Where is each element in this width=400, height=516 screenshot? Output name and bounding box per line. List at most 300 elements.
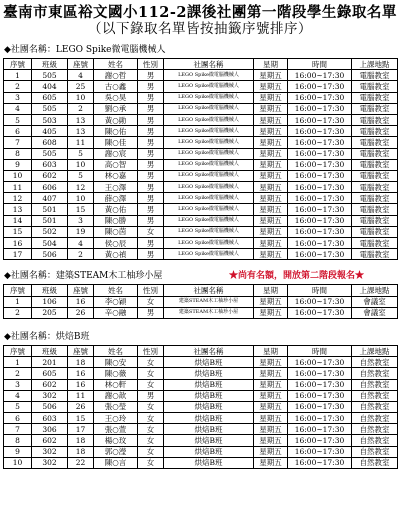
table-cell: 10	[68, 193, 94, 204]
table-cell: 11	[68, 137, 94, 148]
column-header: 社團名稱	[164, 59, 254, 70]
section-gap	[0, 319, 400, 329]
table-cell: 16:00~17:30	[288, 137, 352, 148]
table-cell: 星期五	[254, 103, 288, 114]
column-header: 上課地點	[352, 59, 398, 70]
table-cell: 306	[32, 424, 68, 435]
table-cell: 電腦教室	[352, 204, 398, 215]
table-cell: 16	[4, 238, 32, 249]
table-cell: 自然教室	[352, 413, 398, 424]
table-cell: 26	[68, 401, 94, 412]
table-cell: 星期五	[254, 401, 288, 412]
table-cell: 黃○禎	[94, 249, 138, 260]
table-cell: 星期五	[254, 215, 288, 226]
table-cell: 501	[32, 204, 68, 215]
table-cell: 星期五	[254, 114, 288, 125]
club-section-heading	[0, 42, 400, 58]
table-cell: 15	[68, 204, 94, 215]
table-cell: 自然教室	[352, 435, 398, 446]
table-cell: 星期五	[254, 159, 288, 170]
table-cell: LEGO Spike微電腦機械人	[164, 182, 254, 193]
table-cell: 男	[138, 81, 164, 92]
table-cell: 電腦教室	[352, 170, 398, 181]
table-cell: LEGO Spike微電腦機械人	[164, 92, 254, 103]
table-cell: 9	[4, 446, 32, 457]
table-cell: 男	[138, 249, 164, 260]
table-cell: 謝○宸	[94, 148, 138, 159]
table-cell: 505	[32, 148, 68, 159]
table-cell: 星期五	[254, 435, 288, 446]
column-header: 星期	[254, 285, 288, 296]
table-row	[4, 413, 398, 424]
document-subtitle: （以下錄取名單皆按抽籤序號排序）	[88, 21, 312, 37]
table-cell: LEGO Spike微電腦機械人	[164, 193, 254, 204]
table-row	[4, 307, 398, 318]
document-title: 臺南市東區裕文國小112-2課後社團第一階段學生錄取名單	[3, 4, 397, 21]
table-cell: 11	[4, 182, 32, 193]
table-cell: 16:00~17:30	[288, 424, 352, 435]
table-cell: 男	[138, 193, 164, 204]
table-cell: 8	[4, 148, 32, 159]
table-cell: 6	[4, 126, 32, 137]
table-row	[4, 126, 398, 137]
table-cell: 星期五	[254, 446, 288, 457]
table-cell: 404	[32, 81, 68, 92]
table-row	[4, 249, 398, 260]
table-cell: 302	[32, 457, 68, 468]
table-cell: 16:00~17:30	[288, 148, 352, 159]
table-cell: 16:00~17:30	[288, 215, 352, 226]
table-cell: 7	[4, 137, 32, 148]
table-cell: 1	[4, 357, 32, 368]
table-row	[4, 457, 398, 468]
table-cell: 16:00~17:30	[288, 435, 352, 446]
table-cell: 自然教室	[352, 401, 398, 412]
table-cell: 5	[4, 114, 32, 125]
table-cell: 16:00~17:30	[288, 81, 352, 92]
club-name-label: ◆社團名稱：LEGO Spike微電腦機械人	[4, 45, 166, 55]
table-cell: 男	[138, 103, 164, 114]
table-cell: 603	[32, 413, 68, 424]
table-cell: 16:00~17:30	[288, 92, 352, 103]
table-cell: 18	[68, 435, 94, 446]
column-header: 序號	[4, 285, 32, 296]
table-cell: 黃○佑	[94, 204, 138, 215]
table-cell: 星期五	[254, 226, 288, 237]
table-cell: 星期五	[254, 182, 288, 193]
table-cell: 張○瑩	[94, 401, 138, 412]
table-cell: 烘焙B班	[164, 435, 254, 446]
table-cell: 女	[138, 357, 164, 368]
table-cell: 16:00~17:30	[288, 446, 352, 457]
table-cell: 星期五	[254, 193, 288, 204]
table-cell: 自然教室	[352, 457, 398, 468]
table-header-row	[4, 345, 398, 356]
table-cell: 16:00~17:30	[288, 357, 352, 368]
table-cell: 16:00~17:30	[288, 296, 352, 307]
table-cell: 3	[68, 215, 94, 226]
table-cell: 16:00~17:30	[288, 103, 352, 114]
table-cell: 5	[4, 401, 32, 412]
table-cell: 星期五	[254, 357, 288, 368]
column-header: 時間	[288, 285, 352, 296]
table-cell: 烘焙B班	[164, 390, 254, 401]
table-cell: LEGO Spike微電腦機械人	[164, 204, 254, 215]
table-cell: 陳○言	[94, 457, 138, 468]
table-cell: 自然教室	[352, 390, 398, 401]
table-row	[4, 226, 398, 237]
table-cell: LEGO Spike微電腦機械人	[164, 81, 254, 92]
table-cell: 會議室	[352, 307, 398, 318]
table-cell: LEGO Spike微電腦機械人	[164, 238, 254, 249]
table-cell: 505	[32, 70, 68, 81]
table-cell: 電腦教室	[352, 81, 398, 92]
table-row	[4, 435, 398, 446]
table-cell: 3	[4, 92, 32, 103]
table-cell: 建築STEAM木工柚珍小屋	[164, 296, 254, 307]
table-cell: 星期五	[254, 307, 288, 318]
column-header: 座號	[68, 59, 94, 70]
table-cell: 18	[68, 446, 94, 457]
table-cell: 星期五	[254, 296, 288, 307]
table-cell: 16:00~17:30	[288, 238, 352, 249]
table-cell: 10	[68, 92, 94, 103]
sections-container	[0, 42, 400, 469]
table-row	[4, 170, 398, 181]
table-cell: 15	[4, 226, 32, 237]
table-cell: LEGO Spike微電腦機械人	[164, 170, 254, 181]
section-gap	[0, 260, 400, 268]
table-cell: 16	[68, 379, 94, 390]
table-cell: 電腦教室	[352, 92, 398, 103]
column-header: 序號	[4, 345, 32, 356]
table-cell: 星期五	[254, 92, 288, 103]
table-cell: 電腦教室	[352, 148, 398, 159]
table-cell: LEGO Spike微電腦機械人	[164, 126, 254, 137]
enrollment-table	[3, 284, 398, 319]
table-cell: 10	[4, 457, 32, 468]
table-cell: 女	[138, 435, 164, 446]
table-cell: 11	[68, 390, 94, 401]
table-cell: 16:00~17:30	[288, 390, 352, 401]
table-row	[4, 193, 398, 204]
column-header: 時間	[288, 345, 352, 356]
table-cell: 16:00~17:30	[288, 368, 352, 379]
table-cell: 星期五	[254, 390, 288, 401]
table-cell: 9	[4, 159, 32, 170]
column-header: 班級	[32, 345, 68, 356]
table-cell: 13	[68, 114, 94, 125]
table-cell: 606	[32, 182, 68, 193]
table-cell: LEGO Spike微電腦機械人	[164, 159, 254, 170]
table-cell: 星期五	[254, 368, 288, 379]
table-cell: 女	[138, 457, 164, 468]
table-cell: 16:00~17:30	[288, 226, 352, 237]
table-cell: 陳○茵	[94, 226, 138, 237]
table-cell: 吳○昊	[94, 92, 138, 103]
table-cell: 4	[4, 103, 32, 114]
table-cell: 高○智	[94, 159, 138, 170]
table-cell: 602	[32, 170, 68, 181]
table-cell: 506	[32, 401, 68, 412]
column-header: 序號	[4, 59, 32, 70]
table-cell: 電腦教室	[352, 215, 398, 226]
table-cell: 星期五	[254, 379, 288, 390]
column-header: 座號	[68, 285, 94, 296]
table-cell: 自然教室	[352, 424, 398, 435]
club-name-label: ◆社團名稱：烘焙B班	[4, 331, 90, 342]
table-cell: 林○嘉	[94, 170, 138, 181]
table-cell: 古○鑫	[94, 81, 138, 92]
table-cell: 602	[32, 435, 68, 446]
table-cell: 16	[68, 296, 94, 307]
table-cell: 男	[138, 182, 164, 193]
column-header: 性別	[138, 59, 164, 70]
table-cell: 12	[68, 182, 94, 193]
table-cell: 烘焙B班	[164, 379, 254, 390]
open-enrollment-notice: ★尚有名額，開放第二階段報名★	[229, 271, 365, 282]
column-header: 班級	[32, 59, 68, 70]
table-cell: LEGO Spike微電腦機械人	[164, 215, 254, 226]
table-cell: 4	[4, 390, 32, 401]
table-cell: 自然教室	[352, 379, 398, 390]
table-cell: 16:00~17:30	[288, 159, 352, 170]
table-cell: 張○萱	[94, 424, 138, 435]
table-cell: 烘焙B班	[164, 457, 254, 468]
table-row	[4, 401, 398, 412]
table-cell: 辛○融	[94, 307, 138, 318]
table-row	[4, 368, 398, 379]
table-cell: 謝○歆	[94, 390, 138, 401]
table-cell: 6	[4, 413, 32, 424]
table-cell: 女	[138, 424, 164, 435]
table-cell: 電腦教室	[352, 70, 398, 81]
table-cell: 13	[4, 204, 32, 215]
table-cell: 女	[138, 226, 164, 237]
enrollment-table	[3, 58, 398, 260]
table-cell: 16:00~17:30	[288, 249, 352, 260]
column-header: 性別	[138, 285, 164, 296]
column-header: 姓名	[94, 285, 138, 296]
column-header: 性別	[138, 345, 164, 356]
table-cell: 星期五	[254, 413, 288, 424]
club-name-label: ◆社團名稱：建築STEAM木工柚珍小屋	[4, 271, 163, 282]
table-cell: 自然教室	[352, 446, 398, 457]
table-cell: 女	[138, 413, 164, 424]
column-header: 時間	[288, 59, 352, 70]
table-row	[4, 182, 398, 193]
table-cell: 電腦教室	[352, 193, 398, 204]
table-cell: 男	[138, 238, 164, 249]
table-cell: 1	[4, 70, 32, 81]
table-cell: 302	[32, 446, 68, 457]
table-cell: 薛○澤	[94, 193, 138, 204]
table-cell: 605	[32, 92, 68, 103]
table-cell: 電腦教室	[352, 182, 398, 193]
table-cell: LEGO Spike微電腦機械人	[164, 226, 254, 237]
table-cell: 16	[68, 368, 94, 379]
table-cell: 302	[32, 390, 68, 401]
table-cell: 17	[68, 424, 94, 435]
table-cell: 電腦教室	[352, 249, 398, 260]
table-cell: 2	[4, 368, 32, 379]
table-cell: 電腦教室	[352, 226, 398, 237]
table-cell: 16:00~17:30	[288, 193, 352, 204]
table-cell: 19	[68, 226, 94, 237]
table-cell: 201	[32, 357, 68, 368]
column-header: 姓名	[94, 59, 138, 70]
table-cell: 407	[32, 193, 68, 204]
table-cell: 電腦教室	[352, 159, 398, 170]
table-cell: 陳○佑	[94, 126, 138, 137]
table-cell: 林○軒	[94, 379, 138, 390]
table-cell: LEGO Spike微電腦機械人	[164, 103, 254, 114]
table-cell: LEGO Spike微電腦機械人	[164, 249, 254, 260]
table-cell: 504	[32, 238, 68, 249]
table-cell: 16:00~17:30	[288, 170, 352, 181]
table-cell: 王○澤	[94, 182, 138, 193]
table-cell: 男	[138, 148, 164, 159]
table-cell: 會議室	[352, 296, 398, 307]
table-cell: 男	[138, 204, 164, 215]
table-cell: 2	[68, 103, 94, 114]
table-cell: 605	[32, 368, 68, 379]
table-cell: 5	[68, 148, 94, 159]
table-cell: 陳○佳	[94, 137, 138, 148]
table-cell: 3	[4, 379, 32, 390]
table-cell: 8	[4, 435, 32, 446]
table-row	[4, 204, 398, 215]
table-cell: 劉○承	[94, 103, 138, 114]
table-cell: 503	[32, 114, 68, 125]
table-cell: 男	[138, 215, 164, 226]
table-cell: LEGO Spike微電腦機械人	[164, 70, 254, 81]
column-header: 班級	[32, 285, 68, 296]
table-cell: 星期五	[254, 137, 288, 148]
table-cell: 楊○玟	[94, 435, 138, 446]
table-row	[4, 92, 398, 103]
table-cell: 17	[4, 249, 32, 260]
table-cell: 4	[68, 238, 94, 249]
table-cell: 烘焙B班	[164, 401, 254, 412]
table-cell: 16:00~17:30	[288, 307, 352, 318]
table-cell: 16:00~17:30	[288, 401, 352, 412]
column-header: 星期	[254, 345, 288, 356]
table-row	[4, 357, 398, 368]
column-header: 星期	[254, 59, 288, 70]
table-cell: 14	[4, 215, 32, 226]
table-cell: 2	[68, 249, 94, 260]
table-cell: 女	[138, 401, 164, 412]
column-header: 上課地點	[352, 345, 398, 356]
table-row	[4, 137, 398, 148]
table-cell: 4	[68, 70, 94, 81]
table-cell: 405	[32, 126, 68, 137]
table-cell: 烘焙B班	[164, 424, 254, 435]
table-cell: 25	[68, 81, 94, 92]
table-row	[4, 103, 398, 114]
table-cell: 李○穎	[94, 296, 138, 307]
table-row	[4, 81, 398, 92]
table-cell: 建築STEAM木工柚珍小屋	[164, 307, 254, 318]
column-header: 社團名稱	[164, 345, 254, 356]
table-cell: 1	[4, 296, 32, 307]
table-cell: 501	[32, 215, 68, 226]
table-cell: 106	[32, 296, 68, 307]
club-section-heading	[0, 268, 400, 284]
table-cell: 502	[32, 226, 68, 237]
table-cell: 18	[68, 357, 94, 368]
table-cell: 男	[138, 126, 164, 137]
table-cell: 星期五	[254, 148, 288, 159]
table-cell: 王○玲	[94, 413, 138, 424]
enrollment-table	[3, 345, 398, 469]
table-cell: 13	[68, 126, 94, 137]
table-row	[4, 215, 398, 226]
table-cell: 16:00~17:30	[288, 70, 352, 81]
table-cell: 烘焙B班	[164, 446, 254, 457]
table-cell: 7	[4, 424, 32, 435]
table-cell: 電腦教室	[352, 238, 398, 249]
table-cell: 星期五	[254, 204, 288, 215]
table-cell: 男	[138, 390, 164, 401]
table-header-row	[4, 59, 398, 70]
table-cell: 陳○安	[94, 357, 138, 368]
table-row	[4, 238, 398, 249]
table-cell: 黃○勛	[94, 114, 138, 125]
table-cell: 電腦教室	[352, 126, 398, 137]
table-cell: 電腦教室	[352, 114, 398, 125]
table-cell: 女	[138, 368, 164, 379]
table-cell: 女	[138, 446, 164, 457]
table-row	[4, 148, 398, 159]
table-row	[4, 390, 398, 401]
table-cell: 烘焙B班	[164, 357, 254, 368]
table-cell: 星期五	[254, 81, 288, 92]
table-cell: LEGO Spike微電腦機械人	[164, 114, 254, 125]
table-cell: 12	[4, 193, 32, 204]
table-cell: 女	[138, 296, 164, 307]
table-cell: 女	[138, 379, 164, 390]
table-cell: 26	[68, 307, 94, 318]
table-cell: 星期五	[254, 126, 288, 137]
table-cell: 16:00~17:30	[288, 413, 352, 424]
column-header: 座號	[68, 345, 94, 356]
table-cell: 電腦教室	[352, 103, 398, 114]
table-cell: 陳○勝	[94, 215, 138, 226]
table-cell: 男	[138, 137, 164, 148]
table-row	[4, 379, 398, 390]
club-section-heading	[0, 329, 400, 345]
table-cell: 16:00~17:30	[288, 182, 352, 193]
table-header-row	[4, 285, 398, 296]
table-cell: 郭○瀅	[94, 446, 138, 457]
table-cell: 5	[68, 170, 94, 181]
table-cell: LEGO Spike微電腦機械人	[164, 137, 254, 148]
table-cell: LEGO Spike微電腦機械人	[164, 148, 254, 159]
table-cell: 16:00~17:30	[288, 126, 352, 137]
table-cell: 電腦教室	[352, 137, 398, 148]
table-cell: 603	[32, 159, 68, 170]
table-cell: 陳○薇	[94, 368, 138, 379]
table-cell: 自然教室	[352, 357, 398, 368]
table-cell: 男	[138, 70, 164, 81]
column-header: 社團名稱	[164, 285, 254, 296]
table-cell: 16:00~17:30	[288, 379, 352, 390]
table-row	[4, 424, 398, 435]
table-cell: 16:00~17:30	[288, 114, 352, 125]
table-cell: 22	[68, 457, 94, 468]
